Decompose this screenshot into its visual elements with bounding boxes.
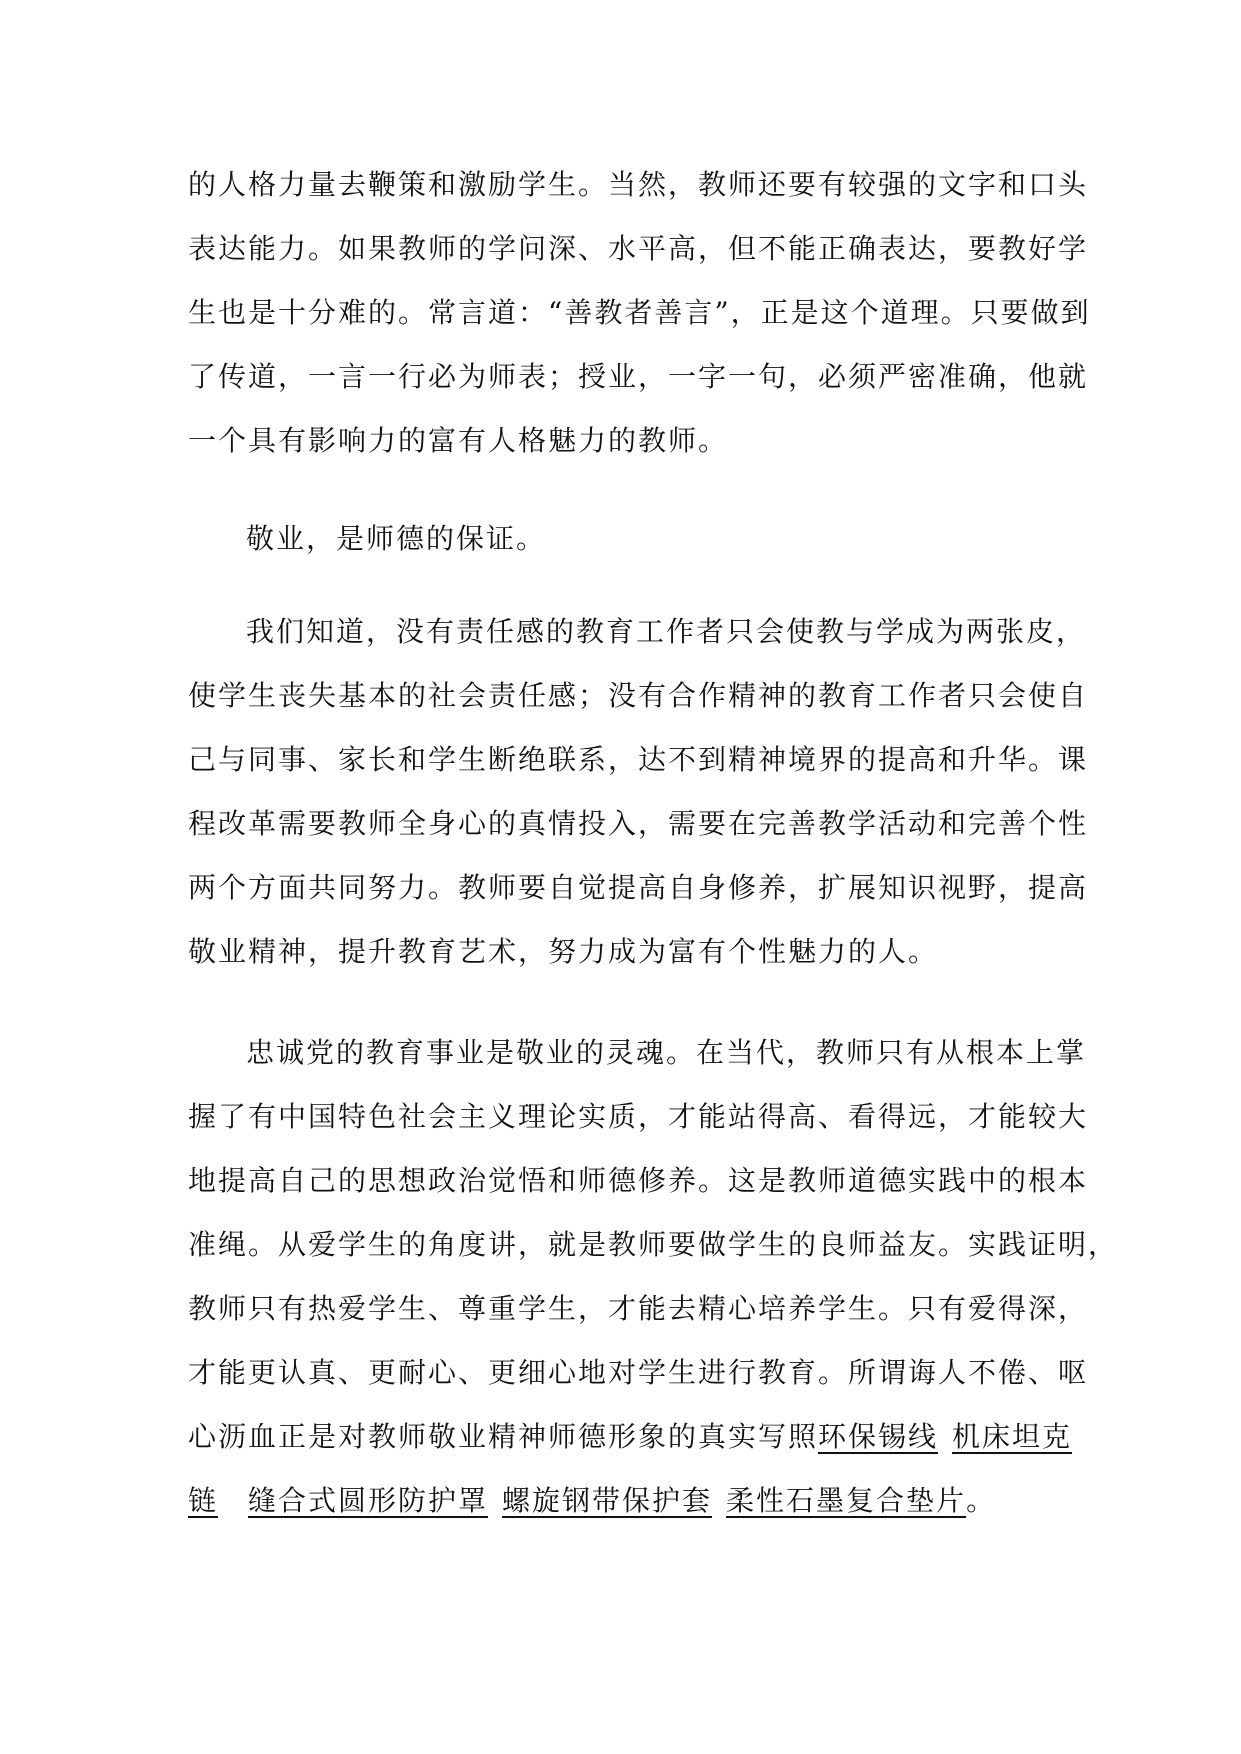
text-line: 忠诚党的教育事业是敬业的灵魂。在当代，教师只有从根本上掌 (246, 1036, 1087, 1069)
text-line: 教师只有热爱学生、尊重学生，才能去精心培养学生。只有爱得深， (188, 1292, 1089, 1325)
link-round-protective-cover[interactable]: 缝合式圆形防护罩 (248, 1484, 489, 1517)
text-line: 准绳。从爱学生的角度讲，就是教师要做学生的良师益友。实践证明， (188, 1228, 1119, 1261)
text-segment: 。 (966, 1484, 997, 1517)
paragraph-teacher-expression (188, 153, 1091, 473)
paragraph-loyalty (188, 1021, 1119, 1533)
text-line: 了传道，一言一行必为师表；授业，一字一句，必须严密准确，他就 (188, 360, 1089, 393)
text-line: 程改革需要教师全身心的真情投入，需要在完善教学活动和完善个性 (188, 807, 1089, 840)
text-line: 地提高自己的思想政治觉悟和师德修养。这是教师道德实践中的根本 (188, 1164, 1089, 1197)
link-eco-solder-wire[interactable]: 环保锡线 (818, 1420, 939, 1453)
text-line: 的人格力量去鞭策和激励学生。当然，教师还要有较强的文字和口头 (188, 168, 1089, 201)
paragraph-heading-dedication (188, 507, 1058, 571)
text-segment: 心沥血正是对教师敬业精神师德形象的真实写照 (188, 1420, 819, 1453)
text-line-with-links (188, 1405, 1073, 1469)
link-machine-tank-chain[interactable]: 链 (188, 1484, 219, 1517)
link-spiral-steel-sleeve[interactable]: 螺旋钢带保护套 (502, 1484, 713, 1517)
link-machine-tank-chain[interactable]: 机床坦克 (952, 1420, 1073, 1453)
text-line: 握了有中国特色社会主义理论实质，才能站得高、看得远，才能较大 (188, 1100, 1089, 1133)
text-line: 两个方面共同努力。教师要自觉提高自身修养，扩展知识视野，提高 (188, 871, 1089, 904)
text-line: 使学生丧失基本的社会责任感；没有合作精神的教育工作者只会使自 (188, 679, 1089, 712)
text-line: 敬业，是师德的保证。 (246, 522, 547, 555)
text-line-with-links (188, 1469, 1058, 1533)
text-line: 一个具有影响力的富有人格魅力的教师。 (188, 424, 729, 457)
paragraph-responsibility (188, 600, 1089, 984)
text-line: 我们知道，没有责任感的教育工作者只会使教与学成为两张皮， (246, 615, 1087, 648)
text-line: 表达能力。如果教师的学问深、水平高，但不能正确表达，要教好学 (188, 232, 1089, 265)
link-graphite-gasket[interactable]: 柔性石墨复合垫片 (726, 1484, 967, 1517)
text-line: 生也是十分难的。常言道：“善教者善言”，正是这个道理。只要做到 (188, 296, 1091, 329)
text-line: 敬业精神，提升教育艺术，努力成为富有个性魅力的人。 (188, 935, 939, 968)
text-line: 己与同事、家长和学生断绝联系，达不到精神境界的提高和升华。课 (188, 743, 1089, 776)
text-line: 才能更认真、更耐心、更细心地对学生进行教育。所谓诲人不倦、呕 (188, 1356, 1089, 1389)
